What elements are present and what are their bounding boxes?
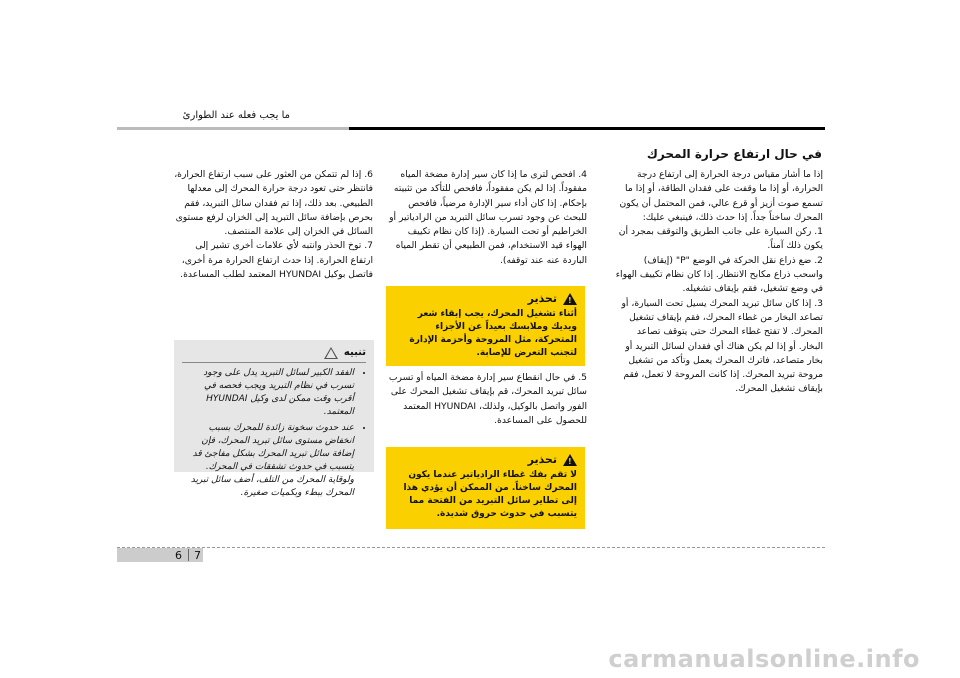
caution-bullet: • الفقد الكبير لسائل التبريد يدل على وجود تسرب في نظام التبريد ويجب فحصه في أقرب وقت ممكن لدى وكيل HYUNDAI المعتمد. bbox=[182, 367, 354, 419]
step-7: 7. توخ الحذر وانتبه لأي علامات أخرى تشير إلى ارتفاع الحرارة. إذا حدث ارتفاع الحرارة مرة أخرى، فاتصل بوكيل HYUNDAI المعتمد لطلب المساعدة. bbox=[180, 240, 373, 281]
caution-title: تنبيه bbox=[343, 347, 366, 358]
warning-box-fan bbox=[386, 286, 585, 366]
step-6: 6. إذا لم تتمكن من العثور على سبب ارتفاع الحرارة، فانتظر حتى تعود درجة حرارة المحرك إلى معدلها الطبيعي. بعد ذلك، إذا تم فقدان سائل التبريد، فقم بحرص بإضافة سائل التبريد إلى الخزان لرفع مستوى السائل في الخزان إلى علامة المنتصف. bbox=[174, 169, 373, 238]
step-1: 1. ركن السيارة على جانب الطريق والتوقف بمجرد أن يكون ذلك آمناً. bbox=[618, 226, 823, 252]
step-3: 3. إذا كان سائل تبريد المحرك يسيل تحت السيارة، أو تصاعد البخار من غطاء المحرك، فقم بإيقاف تشغيل المحرك. لا تفتح غطاء المحرك حتى يتوقف تصاعد البخار. أو إذا لم يكن هناك أي فقدان لسائل التبريد أو بخار متصاعد، فاترك المحرك يعمل وتأكد من تشغيل مروحة تبريد المحرك. إذا كانت المروحة لا تعمل، فقم بإيقاف تشغيل المحرك. bbox=[621, 297, 823, 395]
page-number-divider bbox=[188, 549, 189, 561]
running-header: ما يجب فعله عند الطوارئ bbox=[182, 110, 290, 121]
page-number: 7 bbox=[194, 549, 201, 562]
warning-title: تحذير bbox=[527, 292, 557, 305]
step-5: 5. في حال انقطاع سير إدارة مضخة المياه أو تسرب سائل تبريد المحرك، قم بإيقاف تشغيل المحرك على الفور واتصل بالوكيل، ولذلك، HYUNDAI المعتمد للحصول على المساعدة. bbox=[388, 372, 587, 426]
warning-box-radiator-cap bbox=[386, 447, 585, 529]
intro-paragraph: إذا ما أشار مقياس درجة الحرارة إلى ارتفاع درجة الحرارة، أو إذا ما وقفت على فقدان الطاقة، أو إذا ما تسمع صوت أزيز أو قرع عالي، فمن المحتمل أن يكون المحرك ساخناً جداً. إذا حدث ذلك، فينبغي عليك: bbox=[619, 169, 823, 223]
middle-column bbox=[387, 168, 587, 268]
section-heading: في حال ارتفاع حرارة المحرك bbox=[646, 147, 822, 161]
warning-triangle-icon bbox=[563, 293, 577, 305]
chapter-number: 6 bbox=[175, 549, 182, 562]
footer-rule bbox=[117, 547, 825, 548]
step-2: 2. ضع ذراع نقل الحركة في الوضع "P" (إيقاف) واسحب ذراع مكابح الانتظار. إذا كان نظام تكييف الهواء في وضع تشغيل، فقم بإيقاف تشغيله. bbox=[615, 254, 823, 295]
warning-text: أثناء تشغيل المحرك، يجب إبقاء شعر ويديك وملابسك بعيداً عن الأجزاء المتحركة، مثل المروحة وأحزمة الإدارة لتجنب التعرض للإصابة. bbox=[409, 309, 577, 358]
left-column bbox=[173, 168, 373, 282]
caution-triangle-icon bbox=[324, 347, 338, 359]
warning-triangle-icon bbox=[563, 454, 577, 466]
watermark: carmanualsonline.info bbox=[608, 645, 920, 673]
middle-column-lower bbox=[387, 371, 587, 428]
step-4: 4. افحص لترى ما إذا كان سير إدارة مضخة المياه مفقوداً. إذا لم يكن مفقوداً، فافحص للتأكد من تثبيته بإحكام. إذا كان أداء سير الإدارة مرضياً، فافحص للبحث عن وجود تسرب سائل التبريد من الرادياتير أو الخراطيم أو تحت السيارة. (إذا كان نظام تكييف الهواء قيد الاستخدام، فمن الطبيعي أن تقطر المياه الباردة عنه عند توقفه). bbox=[389, 169, 587, 266]
warning-text: لا تقم بفك غطاء الرادياتير عندما يكون المحرك ساخناً. من الممكن أن يؤدي هذا إلى تطاير سائل التبريد من الفتحة مما يتسبب في حدوث حروق شديدة. bbox=[403, 470, 577, 519]
caution-note-box bbox=[174, 340, 374, 498]
caution-bullet: • عند حدوث سخونة زائدة للمحرك بسبب انخفاض مستوى سائل تبريد المحرك، فإن إضافة سائل تبريد المحرك بشكل مفاجئ قد يتسبب في حدوث تشققات في المحرك. ولوقاية المحرك من التلف، أضف سائل تبريد المحرك ببطء وبكميات صغيرة. bbox=[182, 422, 354, 500]
header-rule-grey-segment bbox=[117, 127, 349, 130]
caution-list bbox=[182, 367, 366, 500]
header-rule bbox=[117, 127, 825, 130]
right-column bbox=[613, 168, 823, 397]
warning-title: تحذير bbox=[527, 453, 557, 466]
footer-page-tab bbox=[117, 548, 203, 562]
